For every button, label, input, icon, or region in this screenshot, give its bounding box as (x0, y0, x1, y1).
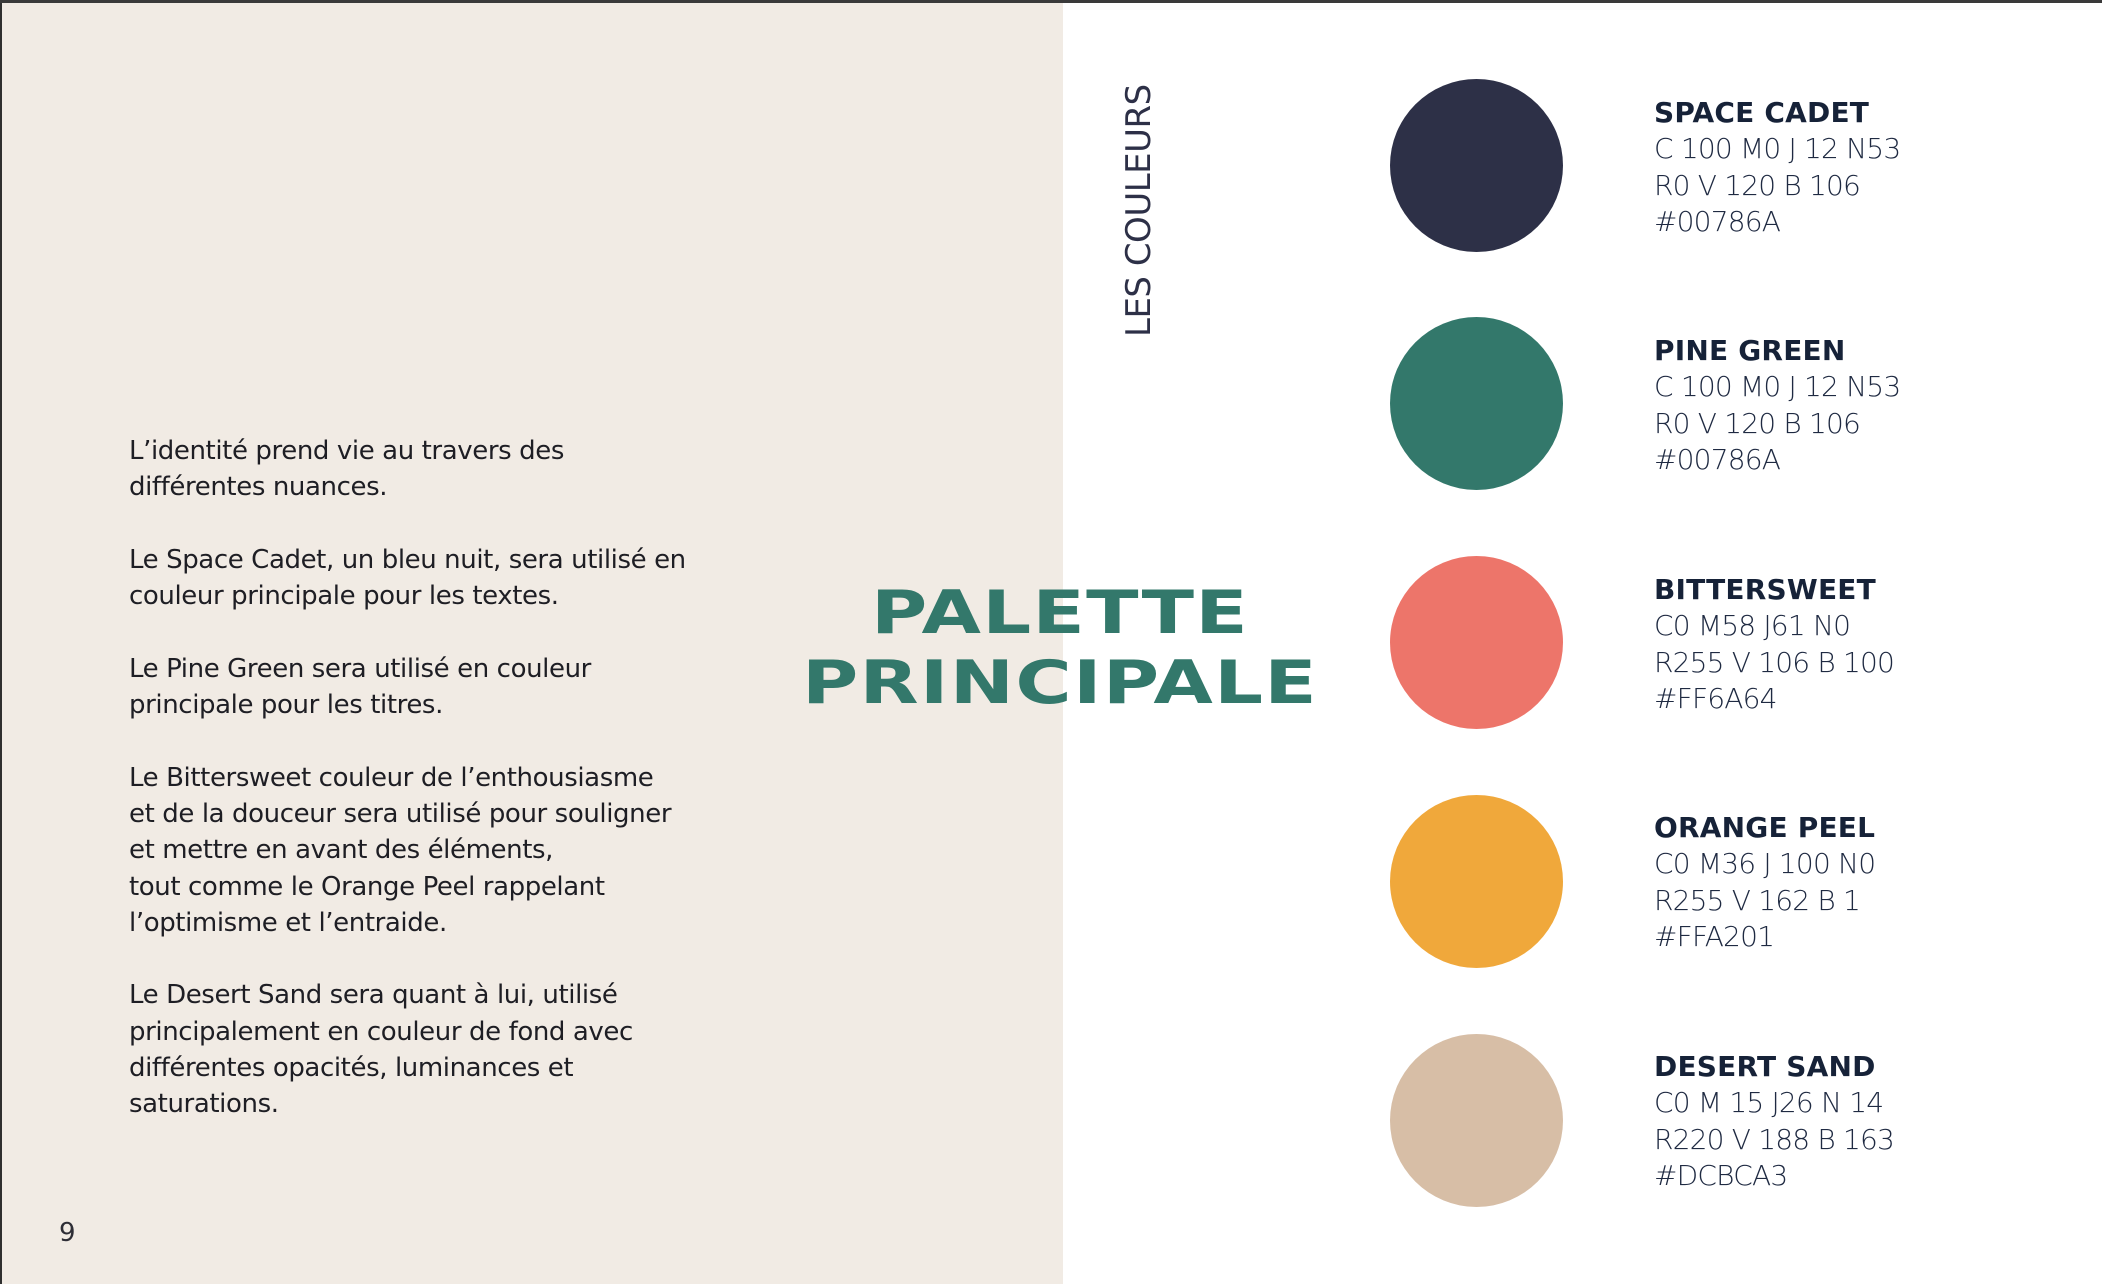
swatch-hex: #FF6A64 (1654, 682, 1777, 715)
swatch-cmyk: C0 M 15 J26 N 14 (1654, 1086, 1884, 1119)
color-swatch-desert-sand (1390, 1034, 1563, 1207)
section-label: LES COULEURS (1119, 84, 1159, 337)
section-label-container (1085, 84, 1159, 337)
swatch-cmyk: C0 M36 J 100 N0 (1654, 847, 1876, 880)
swatch-rgb: R255 V 162 B 1 (1654, 883, 1861, 917)
swatch-name: PINE GREEN (1654, 334, 1846, 367)
color-swatch-pine-green (1390, 317, 1563, 490)
swatch-rgb: R0 V 120 B 106 (1654, 406, 1861, 440)
intro-paragraph: Le Bittersweet couleur de l’enthousiasme et de la douceur sera utilisé pour souligner et mettre en avant des éléments, tout comme le Orange Peel rappelant l’optimisme et l’entraide. (129, 762, 672, 938)
swatch-name: BITTERSWEET (1654, 573, 1876, 606)
swatch-rgb: R255 V 106 B 100 (1654, 645, 1895, 679)
swatch-name: ORANGE PEEL (1654, 811, 1876, 844)
color-swatch-space-cadet (1390, 79, 1563, 252)
swatch-hex: #FFA201 (1654, 920, 1775, 953)
swatch-name: SPACE CADET (1654, 96, 1870, 129)
swatch-hex: #DCBCA3 (1654, 1159, 1788, 1192)
palette-title (714, 578, 1405, 718)
palette-title-line-2: PRINCIPALE (801, 648, 1319, 718)
swatch-info-bittersweet (1654, 572, 1894, 718)
intro-paragraph: Le Desert Sand sera quant à lui, utilisé principalement en couleur de fond avec différentes opacités, luminances et saturations. (129, 980, 633, 1120)
swatch-name: DESERT SAND (1654, 1050, 1876, 1083)
swatch-hex: #00786A (1654, 205, 1781, 238)
page-number: 9 (59, 1218, 76, 1248)
color-swatch-orange-peel (1390, 795, 1563, 968)
swatch-rgb: R0 V 120 B 106 (1654, 168, 1861, 202)
swatch-hex: #00786A (1654, 443, 1781, 476)
swatch-cmyk: C 100 M0 J 12 N53 (1654, 132, 1901, 165)
intro-paragraph: Le Space Cadet, un bleu nuit, sera utilisé en couleur principale pour les textes. (129, 544, 686, 612)
color-swatch-bittersweet (1390, 556, 1563, 729)
intro-paragraph: L’identité prend vie au travers des différentes nuances. (129, 436, 564, 503)
intro-paragraph: Le Pine Green sera utilisé en couleur principale pour les titres. (129, 653, 591, 721)
swatch-cmyk: C 100 M0 J 12 N53 (1654, 370, 1901, 403)
swatch-info-orange-peel (1654, 810, 1875, 956)
swatch-rgb: R220 V 188 B 163 (1654, 1122, 1895, 1156)
swatch-info-space-cadet (1654, 95, 1900, 241)
swatch-info-pine-green (1654, 333, 1900, 479)
swatch-cmyk: C0 M58 J61 N0 (1654, 609, 1851, 642)
intro-text (129, 433, 689, 1159)
swatch-info-desert-sand (1654, 1049, 1894, 1195)
palette-title-line-1: PALETTE (870, 578, 1250, 648)
